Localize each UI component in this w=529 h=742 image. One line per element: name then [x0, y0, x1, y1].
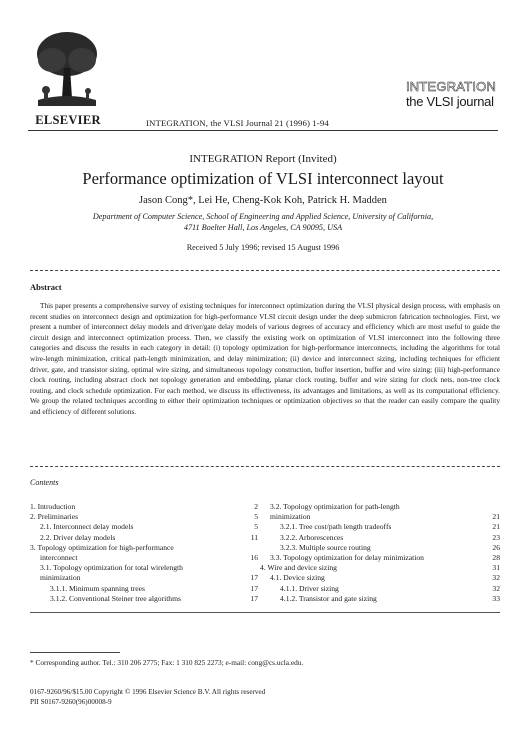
toc-entry-page: 11: [250, 532, 258, 542]
toc-entry: [30, 563, 258, 573]
toc-entry-title: 1. Introduction: [30, 502, 76, 511]
corresponding-author-footnote: * Corresponding author. Tel.: 310 206 2775; Fax: 1 310 825 2273; e-mail: cong@cs.ucla.edu.: [30, 658, 304, 667]
toc-entry-title: 3.3. Topology optimization for delay minimization: [270, 553, 424, 563]
journal-logo-name: the VLSI journal: [406, 94, 494, 109]
toc-entry-title: 4. Wire and device sizing: [260, 563, 337, 573]
toc-entry: [260, 573, 500, 583]
toc-entry-title: interconnect: [40, 553, 78, 563]
toc-entry: [260, 563, 500, 573]
toc-entry-title: 3.2.3. Multiple source routing: [280, 542, 371, 552]
toc-entry-title: 3.1. Topology optimization for total wirelength: [40, 563, 183, 573]
affiliation-line-2: 4711 Boelter Hall, Los Angeles, CA 90095, USA: [183, 223, 343, 232]
abstract-bottom-rule: [30, 466, 500, 467]
header-rule: [28, 130, 498, 131]
toc-entry: [30, 502, 258, 512]
toc-entry-title: 3.2.1. Tree cost/path length tradeoffs: [280, 522, 392, 532]
elsevier-tree-icon: [34, 28, 100, 110]
affiliation-line-1: Department of Computer Science, School of Engineering and Applied Science, University of California,: [92, 212, 434, 221]
toc-entry: [30, 522, 258, 532]
toc-entry: [30, 533, 258, 543]
toc-column-right: [260, 502, 500, 604]
toc-entry: [260, 533, 500, 543]
abstract-section: [30, 282, 500, 418]
toc-entry-title: 2.1. Interconnect delay models: [40, 522, 134, 532]
title-block: [28, 152, 498, 253]
journal-citation: INTEGRATION, the VLSI Journal 21 (1996) 1-94: [146, 118, 329, 128]
toc-entry-page: 28: [492, 553, 500, 563]
toc-entry-page: 17: [250, 573, 258, 583]
toc-entry: [30, 573, 258, 583]
abstract-text: This paper presents a comprehensive survey of existing techniques for interconnect optimization during the VLSI physical design process, with emphasis on recent studies on interconnect design and optimization for high-performance VLSI circuit design under the deep submicron fabrication technologies. First, we present a number of interconnect delay models and driver/gate delay models of various degrees of accuracy and efficiency which are most useful to guide the circuit design and interconnect optimization process. Then, we classify the existing work on optimization of VLSI interconnect into the following three categories and discuss the results in each category in detail: (i) topology optimization for high-performance interconnects, including the algorithms for total wire-length minimization, critical path-length minimization, and delay minimization; (ii) device and interconnect sizing, including techniques for efficient driver, gate, and transistor sizing, optimal wire sizing, and simultaneous topology construction, buffer insertion, buffer and wire sizing; (iii) high-performance clock routing, including abstract clock net topology generation and embedding, planar clock routing, buffer and wire sizing for clock nets, non-tree clock routing, and clock schedule optimization. For each method, we discuss its effectiveness, its advantages and limitations, as well as its computational efficiency. We group the related techniques according to either their optimization techniques or optimization objectives so that the reader can easily compare the quality and efficiency of different solutions.: [30, 301, 500, 416]
toc-entry-title: 4.1.1. Driver sizing: [280, 583, 339, 593]
toc-entry-page: 26: [492, 542, 500, 552]
toc-entry-title: minimization: [270, 512, 311, 522]
journal-logo: [406, 80, 496, 110]
toc-entry: [260, 553, 500, 563]
toc-entry-page: 32: [492, 583, 500, 593]
abstract-top-rule: [30, 270, 500, 271]
report-label: INTEGRATION Report (Invited): [189, 153, 337, 165]
toc-entry-page: 21: [492, 522, 500, 532]
pii-line: PII S0167-9260(96)00008-9: [30, 698, 112, 706]
toc-entry-page: 17: [250, 593, 258, 603]
contents-bottom-rule: [30, 612, 500, 613]
received-dates: Received 5 July 1996; revised 15 August 1996: [186, 243, 340, 252]
toc-entry-title: 3.2. Topology optimization for path-length: [270, 502, 400, 511]
toc-entry: [30, 584, 258, 594]
toc-entry-page: [254, 563, 258, 573]
page-header: [28, 26, 498, 132]
toc-entry-title: 3. Topology optimization for high-performance: [30, 542, 174, 552]
toc-entry: [260, 543, 500, 553]
toc-entry: [30, 594, 258, 604]
elsevier-logo: [28, 26, 108, 130]
toc-entry-title: 4.1. Device sizing: [270, 573, 325, 583]
author-list: Jason Cong*, Lei He, Cheng-Kok Koh, Patrick H. Madden: [139, 195, 387, 206]
toc-entry: [30, 553, 258, 563]
copyright-line: 0167-9260/96/$15.00 Copyright © 1996 Elsevier Science B.V. All rights reserved: [30, 688, 266, 696]
toc-entry-title: minimization: [40, 573, 81, 583]
toc-entry-title: 3.1.1. Minimum spanning trees: [50, 583, 145, 593]
toc-entry-page: 33: [492, 593, 500, 603]
toc-entry-page: 17: [250, 583, 258, 593]
footnote-rule: [30, 652, 120, 653]
publisher-name: ELSEVIER: [35, 113, 101, 127]
paper-title: Performance optimization of VLSI interconnect layout: [82, 169, 444, 188]
toc-entry-page: 21: [492, 512, 500, 522]
toc-entry-page: 2: [254, 502, 258, 511]
copyright-block: [30, 687, 500, 707]
toc-entry: [260, 594, 500, 604]
toc-entry-page: 23: [492, 532, 500, 542]
toc-entry-title: 2.2. Driver delay models: [40, 532, 116, 542]
toc-entry-page: 16: [250, 553, 258, 563]
toc-entry-page: [254, 543, 258, 553]
abstract-heading: Abstract: [30, 282, 62, 292]
toc-entry-page: [496, 502, 500, 512]
toc-entry: [260, 522, 500, 532]
toc-entry-title: 4.1.2. Transistor and gate sizing: [280, 593, 377, 603]
toc-entry: [30, 543, 258, 553]
toc-entry-page: 31: [492, 563, 500, 573]
toc-entry-page: 5: [254, 512, 258, 522]
toc-entry: [260, 502, 500, 512]
toc-entry: [30, 512, 258, 522]
journal-logo-integration: INTEGRATION: [406, 79, 497, 94]
toc-entry-page: 5: [254, 522, 258, 532]
toc-entry-title: 3.1.2. Conventional Steiner tree algorithms: [50, 593, 181, 603]
table-of-contents: [30, 478, 500, 603]
toc-entry-title: 3.2.2. Arborescences: [280, 532, 344, 542]
toc-entry: [260, 584, 500, 594]
toc-entry-page: 32: [492, 573, 500, 583]
contents-heading: Contents: [30, 478, 59, 487]
toc-column-left: [30, 502, 258, 604]
toc-entry: [260, 512, 500, 522]
toc-entry-title: 2. Preliminaries: [30, 512, 79, 522]
